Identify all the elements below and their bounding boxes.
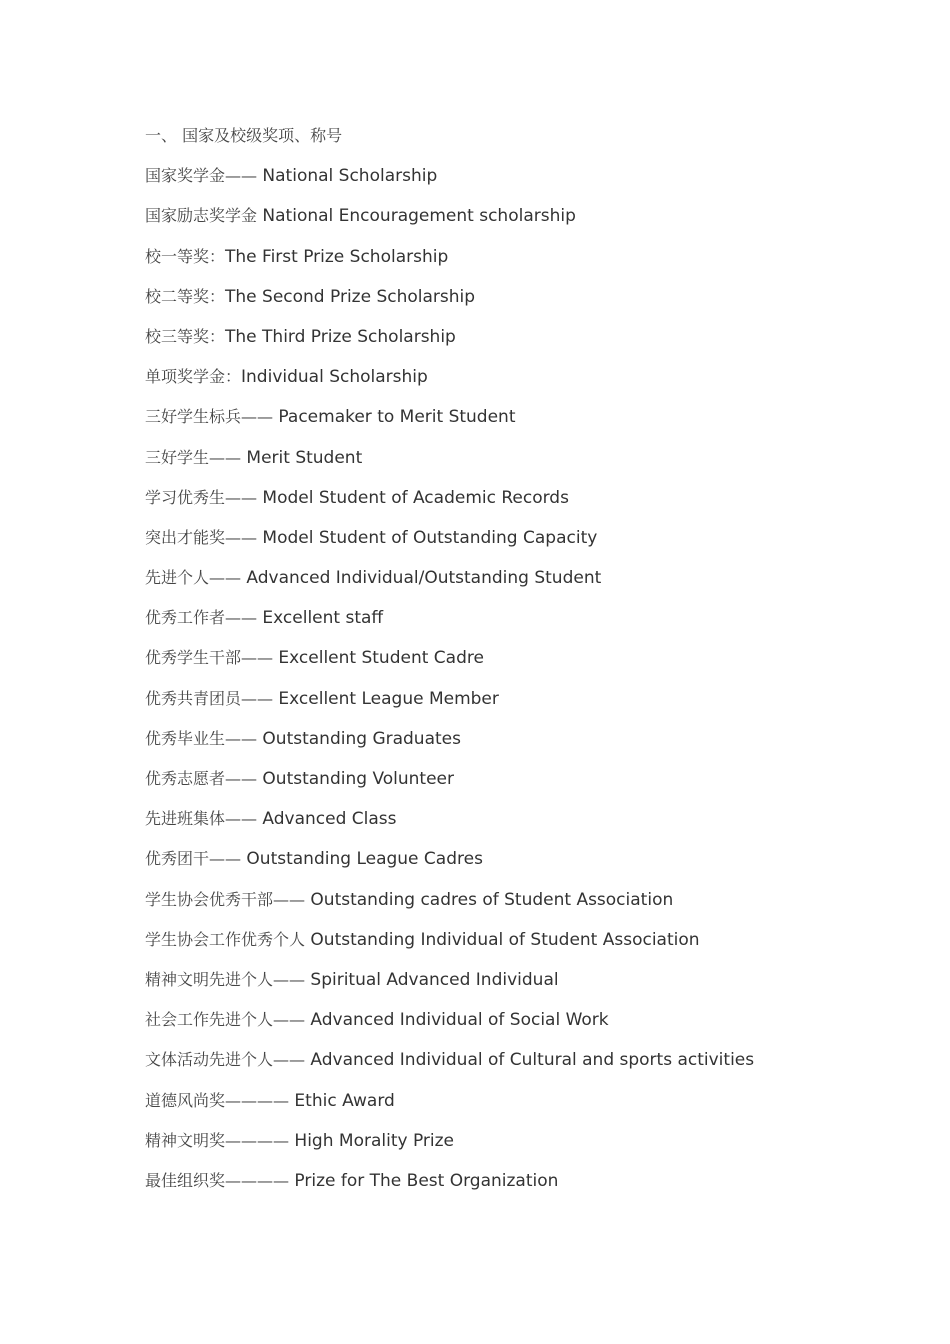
award-name-english: National Encouragement scholarship	[257, 206, 576, 227]
award-name-chinese: 三好学生标兵——	[145, 407, 274, 427]
award-name-english: Outstanding Individual of Student Association	[305, 929, 700, 950]
award-item	[145, 1046, 905, 1086]
award-item	[145, 363, 905, 403]
award-name-chinese: 最佳组织奖————	[145, 1170, 290, 1190]
award-name-english: Excellent League Member	[273, 688, 499, 709]
award-item	[145, 685, 905, 725]
award-item	[145, 966, 905, 1006]
award-item	[145, 202, 905, 242]
award-name-chinese: 学生协会优秀干部——	[145, 889, 306, 909]
section-heading	[145, 122, 905, 162]
award-name-chinese: 突出才能奖——	[145, 527, 258, 547]
award-name-chinese: 校二等奖：	[145, 286, 226, 306]
award-name-english: Pacemaker to Merit Student	[273, 407, 516, 428]
award-name-english: The Third Prize Scholarship	[225, 326, 456, 347]
award-item	[145, 644, 905, 684]
award-item	[145, 484, 905, 524]
award-name-chinese: 优秀共青团员——	[145, 688, 274, 708]
award-name-chinese: 精神文明奖————	[145, 1130, 290, 1150]
award-item	[145, 805, 905, 845]
award-name-chinese: 优秀志愿者——	[145, 769, 258, 788]
award-item	[145, 845, 905, 885]
award-name-chinese: 优秀学生干部——	[145, 648, 274, 668]
award-name-english: The Second Prize Scholarship	[225, 286, 476, 307]
award-item	[145, 403, 905, 443]
award-item	[145, 162, 905, 202]
award-name-chinese: 社会工作先进个人——	[145, 1010, 306, 1030]
section-heading-text: 一、 国家及校级奖项、称号	[145, 126, 343, 145]
award-name-chinese: 三好学生——	[145, 447, 242, 467]
award-item	[145, 524, 905, 564]
award-name-english: High Morality Prize	[289, 1130, 454, 1151]
award-name-chinese: 学习优秀生——	[145, 487, 258, 507]
award-item	[145, 1087, 905, 1127]
award-name-english: Excellent staff	[257, 608, 384, 629]
award-name-chinese: 国家奖学金——	[145, 166, 258, 186]
award-name-english: Model Student of Outstanding Capacity	[257, 527, 598, 548]
award-item	[145, 444, 905, 484]
award-name-chinese: 文体活动先进个人——	[145, 1050, 306, 1070]
award-name-english: Excellent Student Cadre	[273, 648, 484, 669]
award-name-english: Outstanding Volunteer	[257, 769, 454, 789]
award-item	[145, 886, 905, 926]
award-name-english: Advanced Individual of Cultural and sports activities	[305, 1050, 755, 1071]
award-name-english: Spiritual Advanced Individual	[305, 969, 559, 990]
award-name-english: Advanced Class	[257, 809, 397, 830]
award-item	[145, 323, 905, 363]
award-item	[145, 1127, 905, 1167]
award-item	[145, 926, 905, 966]
award-name-english: Model Student of Academic Records	[257, 487, 569, 508]
award-name-english: Merit Student	[241, 447, 363, 468]
award-name-chinese: 道德风尚奖————	[145, 1090, 290, 1110]
award-item	[145, 725, 905, 765]
award-name-chinese: 先进班集体——	[145, 809, 258, 829]
award-name-chinese: 优秀工作者——	[145, 608, 258, 628]
award-name-chinese: 国家励志奖学金	[145, 206, 258, 226]
award-name-english: The First Prize Scholarship	[225, 246, 449, 267]
award-name-english: Advanced Individual/Outstanding Student	[241, 568, 602, 589]
award-name-english: Advanced Individual of Social Work	[305, 1010, 609, 1031]
award-name-english: Outstanding League Cadres	[241, 849, 483, 870]
award-name-english: National Scholarship	[257, 166, 438, 187]
award-item	[145, 1167, 905, 1207]
award-item	[145, 604, 905, 644]
award-name-english: Individual Scholarship	[241, 367, 428, 388]
award-item	[145, 283, 905, 323]
award-item	[145, 1006, 905, 1046]
award-name-chinese: 先进个人——	[145, 568, 242, 588]
award-item	[145, 243, 905, 283]
document-body	[145, 122, 905, 1207]
award-name-chinese: 校三等奖：	[145, 326, 226, 346]
award-list	[145, 162, 905, 1207]
award-item	[145, 765, 905, 805]
award-name-english: Ethic Award	[289, 1090, 395, 1111]
award-name-chinese: 优秀团干——	[145, 849, 242, 869]
award-name-chinese: 校一等奖：	[145, 246, 226, 266]
award-name-english: Outstanding Graduates	[257, 728, 461, 749]
award-name-chinese: 单项奖学金：	[145, 367, 242, 387]
award-name-chinese: 学生协会工作优秀个人	[145, 929, 306, 949]
award-name-english: Outstanding cadres of Student Association	[305, 889, 674, 910]
award-name-english: Prize for The Best Organization	[289, 1170, 559, 1191]
award-item	[145, 564, 905, 604]
award-name-chinese: 精神文明先进个人——	[145, 969, 306, 989]
award-name-chinese: 优秀毕业生——	[145, 728, 258, 748]
